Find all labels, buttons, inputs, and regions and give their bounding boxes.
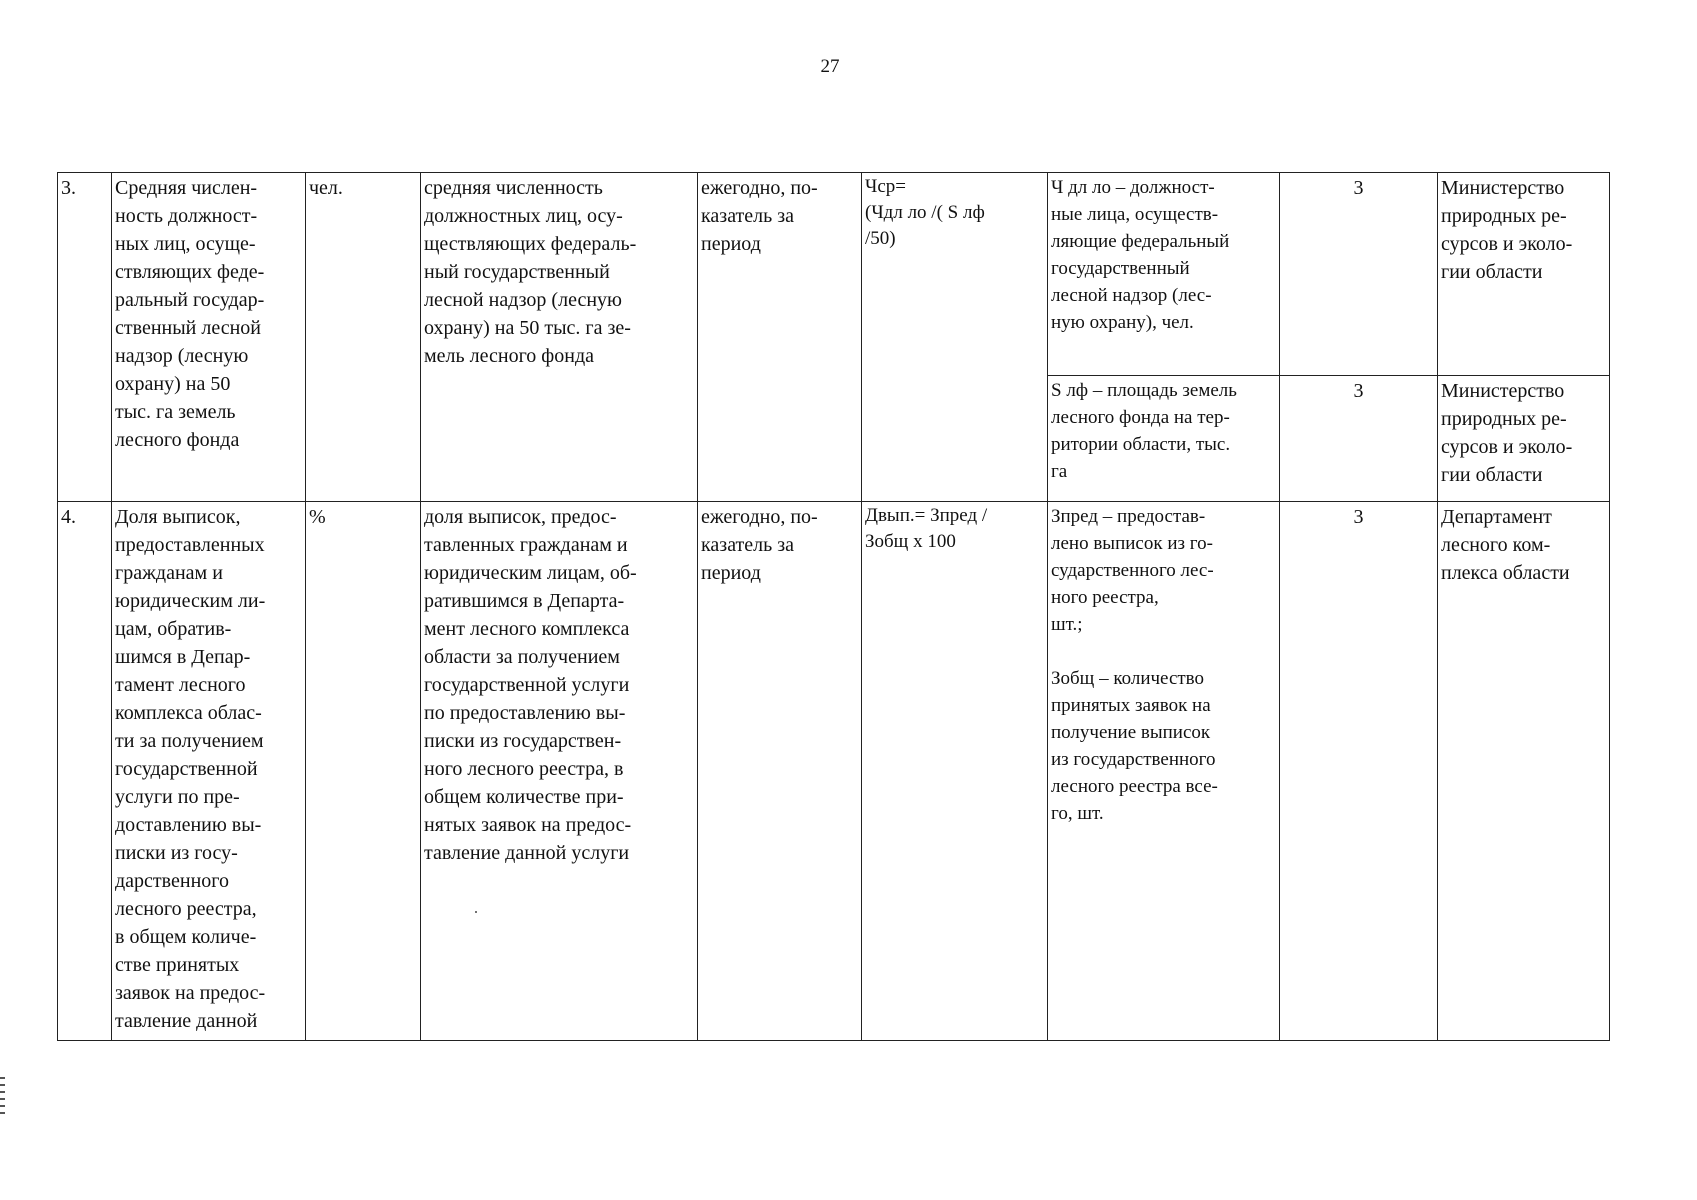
unit-cell: чел. [306,173,421,502]
method-code: 3 [1280,502,1438,1041]
component-description: Зпред – предостав- лено выписок из го- сударственного лес- ного реестра, шт.; Зобщ – количество принятых заявок на получение выписок из государственного лесного реестра все- го, шт. [1048,502,1280,1041]
definition-cell: средняя численность должностных лиц, осу- ществляющих федераль- ный государственный лесной надзор (лесную охрану) на 50 тыс. га зе- мель лесного фонда [421,173,698,502]
periodicity-cell: ежегодно, по- казатель за период [698,173,862,502]
source-cell: Министерство природных ре- сурсов и эколо- гии области [1438,173,1610,376]
method-code: 3 [1280,173,1438,376]
component-description: Ч дл ло – должност- ные лица, осуществ- ляющие федеральный государственный лесной надзор (лес- ную охрану), чел. [1048,173,1280,376]
indicator-name: Средняя числен- ность должност- ных лиц, осуще- ствляющих феде- ральный государ- ственный лесной надзор (лесную охрану) на 50 тыс. га земель лесного фонда [112,173,306,502]
formula-cell: Двып.= Зпред / Зобщ х 100 [862,502,1048,1041]
row-number: 3. [58,173,112,502]
component-description: S лф – площадь земель лесного фонда на тер- ритории области, тыс. га [1048,376,1280,502]
indicator-name: Доля выписок, предоставленных гражданам и юридическим ли- цам, обратив- шимся в Депар- тамент лесного комплекса облас- ти за получением государственной услуги по пре- доставлению вы- писки из госу- дарственного лесного реестра, в общем количе- стве принятых заявок на предос- тавление данной [112,502,306,1041]
source-cell: Министерство природных ре- сурсов и эколо- гии области [1438,376,1610,502]
row-number: 4. [58,502,112,1041]
source-cell: Департамент лесного ком- плекса области [1438,502,1610,1041]
method-code: 3 [1280,376,1438,502]
stray-dot-mark [475,911,477,913]
formula-cell: Чср= (Чдл ло /( S лф /50) [862,173,1048,502]
table-row [58,173,1610,376]
table-row [58,502,1610,1041]
definition-cell: доля выписок, предос- тавленных гражданам и юридическим лицам, об- ратившимся в Департа- мент лесного комплекса области за получением государственной услуги по предоставлению вы- писки из государствен- ного лесного реестра, в общем количестве при- нятых заявок на предос- тавление данной услуги [421,502,698,1041]
indicators-table [57,172,1610,1041]
unit-cell: % [306,502,421,1041]
page-number: 27 [820,56,840,77]
margin-scan-mark [0,1077,5,1115]
periodicity-cell: ежегодно, по- казатель за период [698,502,862,1041]
